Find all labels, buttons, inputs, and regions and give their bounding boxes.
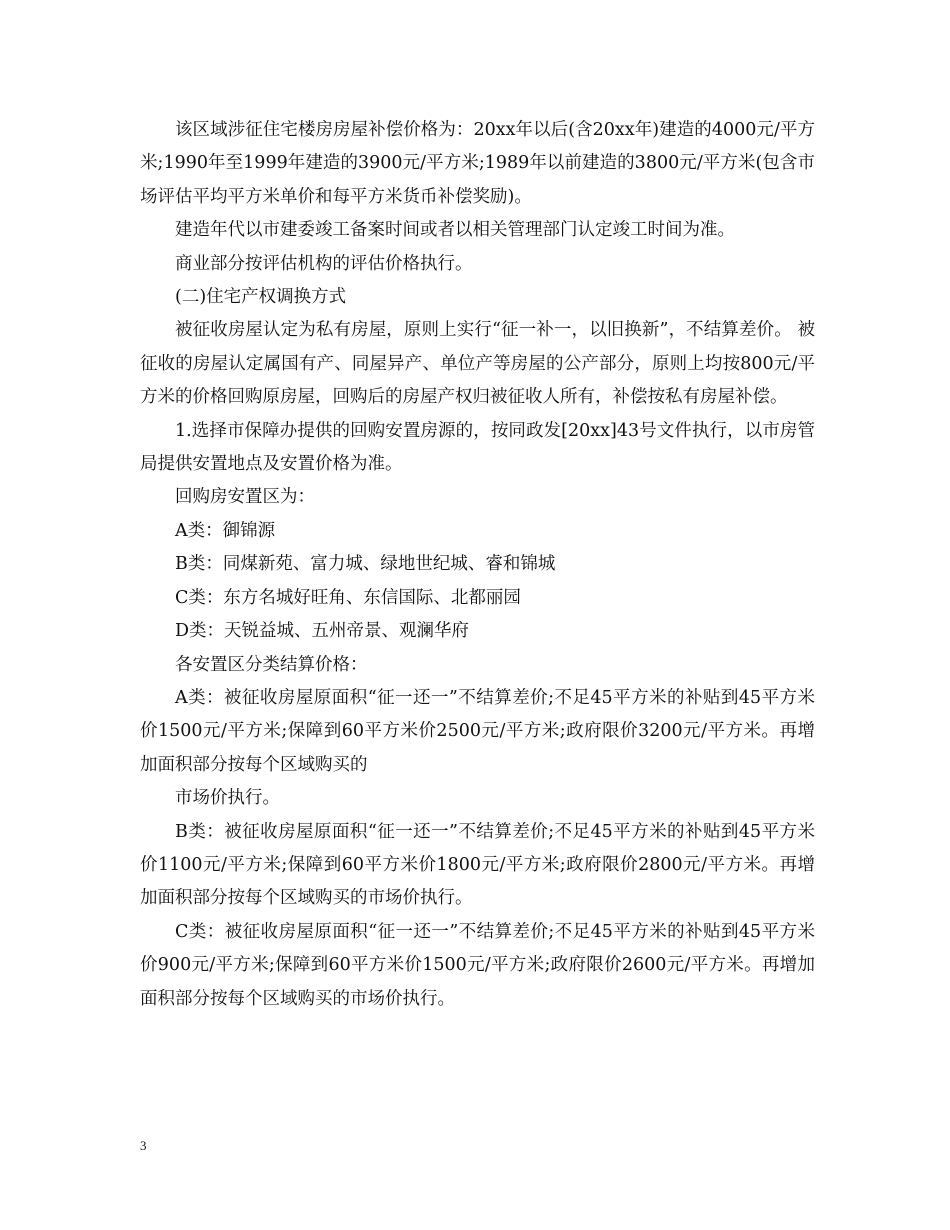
paragraph-resettlement-areas-heading: 回购房安置区为： [175,487,315,508]
paragraph-category-b-price: B类：被征收房屋原面积“征一还一”不结算差价;不足45平方米的补贴到45平方米价1100元/平方米;保障到60平方米价1800元/平方米;政府限价2800元/平方米。再增加面积部分按每个区域购买的市场价执行。 [140,821,815,909]
list-item-category-d: D类：天锐益城、五州帝景、观澜华府 [175,621,470,642]
list-item-category-a: A类：御锦源 [175,520,276,541]
page-number: 3 [140,1138,147,1153]
paragraph-category-a-price-cont: 市场价执行。 [175,788,280,809]
paragraph-category-c-price: C类：被征收房屋原面积“征一还一”不结算差价;不足45平方米的补贴到45平方米价900元/平方米;保障到60平方米价1500元/平方米;政府限价2600元/平方米。再增加面积部分按每个区域购买的市场价执行。 [140,921,815,1009]
paragraph-settlement-prices-heading: 各安置区分类结算价格： [175,654,368,675]
paragraph-commercial-pricing: 商业部分按评估机构的评估价格执行。 [175,253,473,274]
paragraph-buyback-housing: 1.选择市保障办提供的回购安置房源的，按同政发[20xx]43号文件执行，以市房管局提供安置地点及安置价格为准。 [140,420,815,475]
list-item-category-c: C类：东方名城好旺角、东信国际、北都丽园 [175,587,521,608]
section-heading-property-exchange: (二)住宅产权调换方式 [175,287,347,308]
list-item-category-b: B类：同煤新苑、富力城、绿地世纪城、睿和锦城 [175,554,556,575]
document-body [140,114,815,1016]
paragraph-private-housing: 被征收房屋认定为私有房屋，原则上实行“征一补一，以旧换新”，不结算差价。 被征收的房屋认定属国有产、同屋异产、单位产等房屋的公产部分，原则上均按800元/平方米的价格回购原房屋，回购后的房屋产权归被征收人所有，补偿按私有房屋补偿。 [140,320,815,408]
paragraph-category-a-price: A类：被征收房屋原面积“征一还一”不结算差价;不足45平方米的补贴到45平方米价1500元/平方米;保障到60平方米价2500元/平方米;政府限价3200元/平方米。再增加面积部分按每个区域购买的 [140,687,815,775]
paragraph-construction-date-basis: 建造年代以市建委竣工备案时间或者以相关管理部门认定竣工时间为准。 [175,220,735,241]
paragraph-compensation-price: 该区域涉征住宅楼房房屋补偿价格为：20xx年以后(含20xx年)建造的4000元/平方米;1990年至1999年建造的3900元/平方米;1989年以前建造的3800元/平方米(包含市场评估平均平方米单价和每平方米货币补偿奖励)。 [140,120,815,207]
